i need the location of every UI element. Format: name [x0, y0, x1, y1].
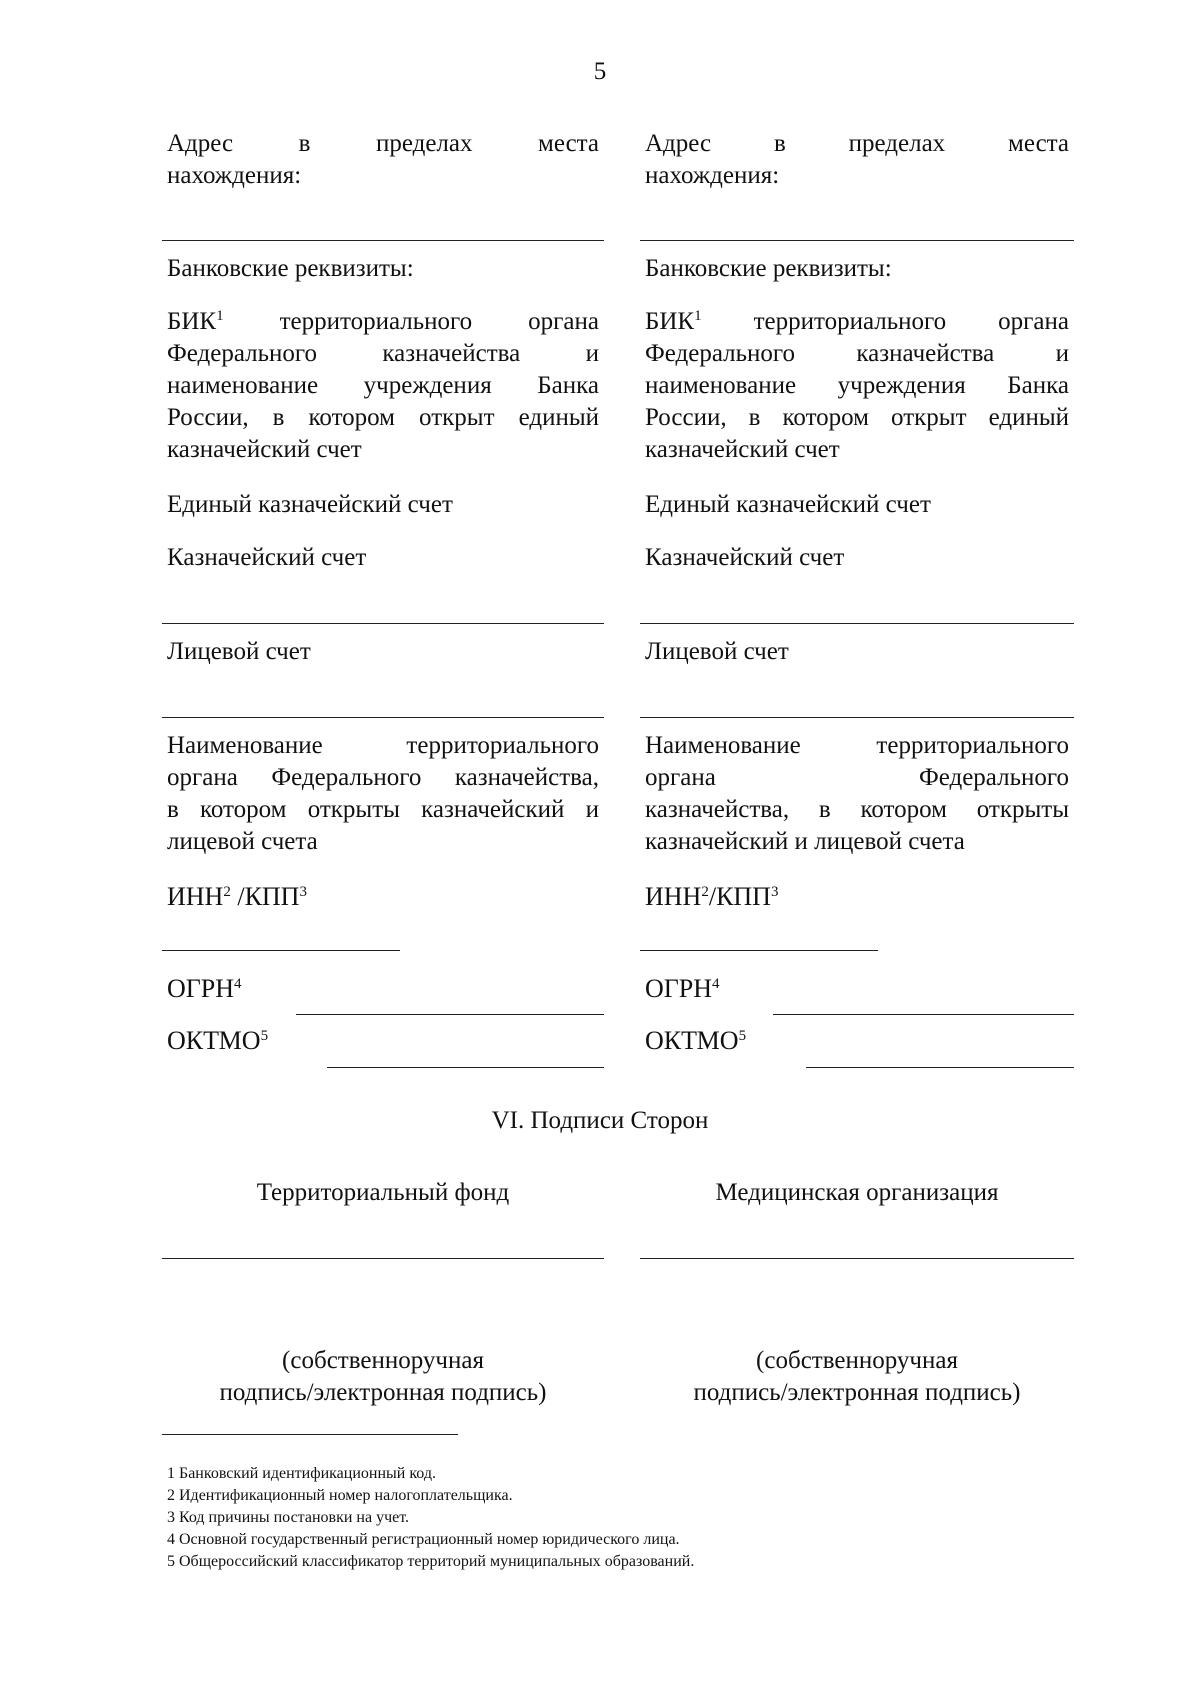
left-inn-footnote-ref: 2 — [223, 884, 231, 900]
right-oktmo-label — [645, 1025, 746, 1057]
right-bik-line1-text: территориального органа — [753, 308, 1069, 335]
right-bank-details-label: Банковские реквизиты: — [645, 255, 892, 282]
left-oktmo-footnote-ref: 5 — [260, 1028, 269, 1044]
right-oktmo-text: ОКТМО — [645, 1026, 739, 1055]
right-bik-line4: России, в котором открыт единый — [645, 404, 1069, 431]
left-ogrn-label — [167, 973, 242, 1005]
right-signature-caption — [640, 1345, 1074, 1409]
left-ogrn-field-line — [296, 1014, 604, 1015]
right-kpp-footnote-ref: 3 — [770, 884, 779, 900]
left-kpp-footnote-ref: 3 — [299, 884, 307, 900]
left-single-treasury-account-label: Единый казначейский счет — [167, 491, 453, 518]
footnote-5: 5 Общероссийский классификатор территорий муниципальных образований. — [167, 1553, 695, 1570]
footnote-2: 2 Идентификационный номер налогоплательщика. — [167, 1487, 513, 1504]
left-ogrn-footnote-ref: 4 — [234, 976, 242, 992]
right-treasury-body-line3: казначейства, в котором открыты — [645, 796, 1069, 823]
left-personal-account-label: Лицевой счет — [167, 638, 311, 665]
left-signature-caption-line1: (собственноручная — [282, 1347, 484, 1374]
left-treasury-body-line3: в котором открыты казначейский и — [167, 796, 599, 823]
left-ogrn-text: ОГРН — [167, 974, 235, 1003]
left-address-label-line1: Адрес в пределах места — [167, 130, 599, 157]
left-treasury-body-line2: органа Федерального казначейства, — [167, 764, 599, 791]
right-signature-caption-line1: (собственноручная — [756, 1347, 958, 1374]
left-bik-line5: казначейский счет — [167, 436, 362, 463]
left-address-label-line2: нахождения: — [167, 162, 302, 189]
left-treasury-body-line4: лицевой счета — [167, 828, 318, 855]
left-bik-line1-text: территориального органа — [279, 308, 599, 335]
left-bik-line4: России, в котором открыт единый — [167, 404, 599, 431]
left-oktmo-label — [167, 1025, 268, 1057]
left-bik-line3: наименование учреждения Банка — [167, 372, 599, 399]
left-bik-block — [167, 306, 599, 466]
right-ogrn-text: ОГРН — [645, 974, 713, 1003]
right-ogrn-label — [645, 973, 720, 1005]
right-oktmo-field-line — [806, 1067, 1074, 1068]
right-bik-label: БИК — [645, 308, 695, 335]
right-address-label-line1: Адрес в пределах места — [645, 130, 1069, 157]
left-treasury-body-block — [167, 730, 599, 858]
right-inn-text: ИНН — [645, 882, 702, 911]
right-treasury-body-line4: казначейский и лицевой счета — [645, 828, 965, 855]
right-ogrn-field-line — [773, 1014, 1074, 1015]
right-personal-account-label: Лицевой счет — [645, 638, 789, 665]
left-bik-footnote-ref: 1 — [216, 308, 224, 324]
right-signature-line — [640, 1258, 1074, 1259]
footnote-4: 4 Основной государственный регистрационный номер юридического лица. — [167, 1531, 680, 1548]
right-inn-kpp-label — [645, 881, 778, 913]
left-bik-label: БИК — [167, 308, 217, 335]
left-bik-line2: Федерального казначейства и — [167, 340, 599, 367]
right-bik-footnote-ref: 1 — [694, 308, 702, 324]
footnotes-list — [167, 1463, 694, 1573]
left-kpp-text: /КПП — [230, 882, 300, 911]
left-inn-text: ИНН — [167, 882, 224, 911]
right-inn-footnote-ref: 2 — [701, 884, 709, 900]
left-address-field-line — [162, 240, 604, 241]
section-title: VI. Подписи Сторон — [491, 1107, 709, 1134]
page-number: 5 — [593, 58, 607, 85]
right-treasury-account-field-line — [640, 623, 1074, 624]
left-personal-account-field-line — [162, 717, 604, 718]
right-treasury-body-block — [645, 730, 1069, 858]
footnote-3: 3 Код причины постановки на учет. — [167, 1509, 410, 1526]
left-treasury-account-field-line — [162, 623, 604, 624]
right-bik-line2: Федерального казначейства и — [645, 340, 1069, 367]
right-signature-caption-line2: подпись/электронная подпись) — [693, 1379, 1021, 1406]
left-bank-details-label: Банковские реквизиты: — [167, 255, 414, 282]
right-single-treasury-account-label: Единый казначейский счет — [645, 491, 931, 518]
left-bik-line1 — [167, 306, 599, 338]
left-inn-kpp-label — [167, 881, 307, 913]
right-bik-line3: наименование учреждения Банка — [645, 372, 1069, 399]
right-kpp-text: /КПП — [708, 882, 771, 911]
footnote-separator — [162, 1434, 458, 1435]
footnote-1: 1 Банковский идентификационный код. — [167, 1465, 436, 1482]
right-bik-line5: казначейский счет — [645, 436, 840, 463]
left-treasury-body-line1: Наименование территориального — [167, 732, 599, 759]
right-ogrn-footnote-ref: 4 — [712, 976, 720, 992]
right-treasury-body-line1: Наименование территориального — [645, 732, 1069, 759]
left-signature-caption-line2: подпись/электронная подпись) — [219, 1379, 547, 1406]
right-address-label-line2: нахождения: — [645, 162, 780, 189]
right-bik-block — [645, 306, 1069, 466]
right-party-title: Медицинская организация — [715, 1179, 999, 1206]
left-oktmo-text: ОКТМО — [167, 1026, 261, 1055]
right-oktmo-footnote-ref: 5 — [738, 1028, 747, 1044]
right-treasury-body-line2: органа Федерального — [645, 764, 1069, 791]
right-treasury-account-label: Казначейский счет — [645, 544, 845, 571]
left-treasury-account-label: Казначейский счет — [167, 544, 367, 571]
right-personal-account-field-line — [640, 717, 1074, 718]
right-inn-kpp-field-line — [640, 950, 878, 951]
left-oktmo-field-line — [327, 1067, 604, 1068]
left-signature-caption — [162, 1345, 604, 1409]
left-inn-kpp-field-line — [162, 950, 400, 951]
right-bik-line1 — [645, 306, 1069, 338]
left-signature-line — [162, 1258, 604, 1259]
right-address-field-line — [640, 240, 1074, 241]
left-party-title: Территориальный фонд — [256, 1179, 510, 1206]
